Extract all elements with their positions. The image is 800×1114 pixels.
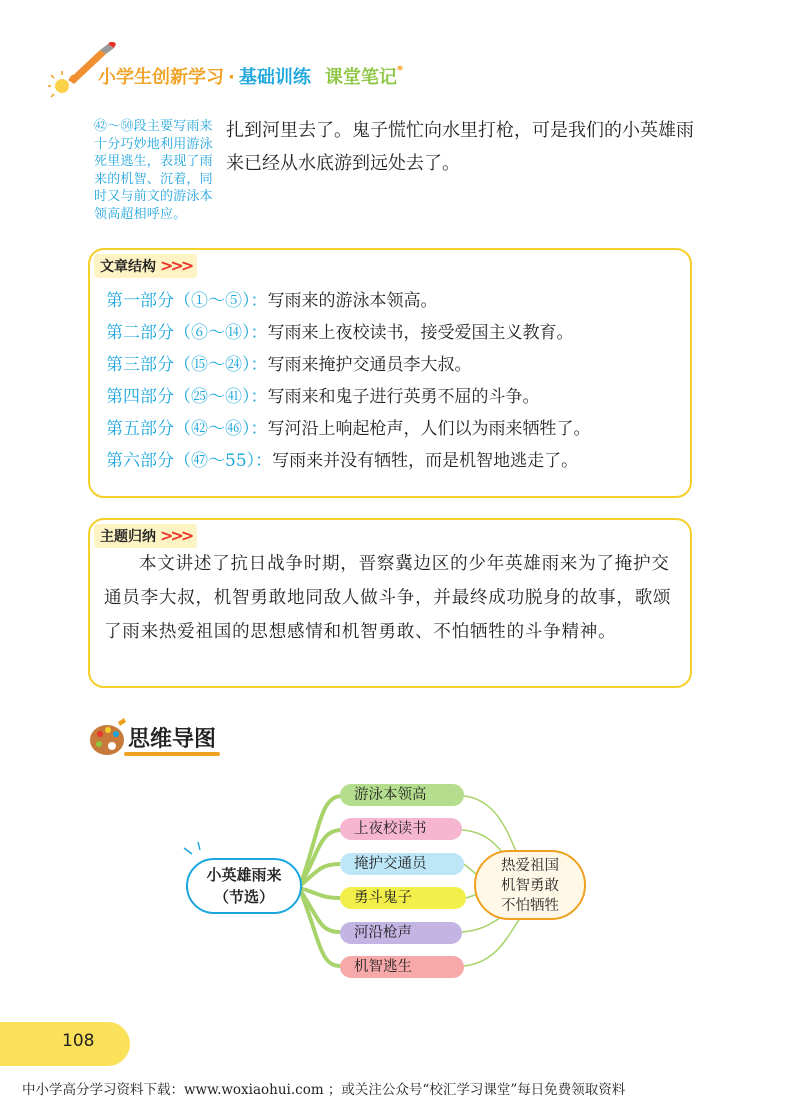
branch-node: 游泳本领高	[340, 784, 464, 806]
branch-node: 勇斗鬼子	[340, 887, 466, 909]
branch-node: 上夜校读书	[340, 818, 462, 840]
center-node: 小英雄雨来 （节选）	[186, 858, 302, 914]
theme-label: 主题归纳 >>>	[94, 524, 197, 548]
title-underline	[124, 752, 220, 756]
structure-row: 第二部分（⑥～⑭）：写雨来上夜校读书，接受爱国主义教育。	[106, 323, 574, 343]
structure-label: 文章结构 >>>	[94, 254, 197, 278]
summary-node: 热爱祖国 机智勇敢 不怕牺牲	[474, 850, 586, 920]
footer-note: 中小学高分学习资料下载：www.woxiaohui.com ；或关注公众号“校汇学习课堂”每日免费领取资料	[22, 1082, 626, 1098]
mind-map-title: 思维导图	[128, 727, 217, 752]
structure-row: 第四部分（㉕～㊶）：写雨来和鬼子进行英勇不屈的斗争。	[106, 387, 540, 407]
body-paragraph: 扎到河里去了。鬼子慌忙向水里打枪，可是我们的小英雄雨来已经从水底游到远处去了。	[226, 120, 694, 174]
palette-icon	[88, 718, 128, 758]
structure-row: 第五部分（㊷～㊻）：写河沿上响起枪声，人们以为雨来牺牲了。	[106, 419, 591, 439]
side-annotation: ㊷～㊿段主要写雨来十分巧妙地利用游泳死里逃生，表现了雨来的机智、沉着，同时又与前文的游泳本领高超相呼应。	[94, 119, 213, 222]
structure-row: 第三部分（⑮～㉔）：写雨来掩护交通员李大叔。	[106, 355, 472, 375]
structure-row: 第六部分（㊼～55）：写雨来并没有牺牲，而是机智地逃走了。	[106, 451, 579, 471]
structure-row: 第一部分（①～⑤）：写雨来的游泳本领高。	[106, 291, 438, 311]
arrows-icon: >>>	[160, 526, 192, 545]
arrows-icon: >>>	[160, 256, 192, 275]
branch-node: 机智逃生	[340, 956, 464, 978]
header-title: 小学生创新学习 · 基础训练 课堂笔记*	[98, 63, 404, 88]
branch-node: 河沿枪声	[340, 922, 462, 944]
branch-node: 掩护交通员	[340, 853, 464, 875]
theme-paragraph: 本文讲述了抗日战争时期，晋察冀边区的少年英雄雨来为了掩护交通员李大叔，机智勇敢地同敌人做斗争，并最终成功脱身的故事，歌颂了雨来热爱祖国的思想感情和机智勇敢、不怕牺牲的斗争精神。	[104, 554, 672, 642]
page-number: 108	[62, 1031, 95, 1051]
